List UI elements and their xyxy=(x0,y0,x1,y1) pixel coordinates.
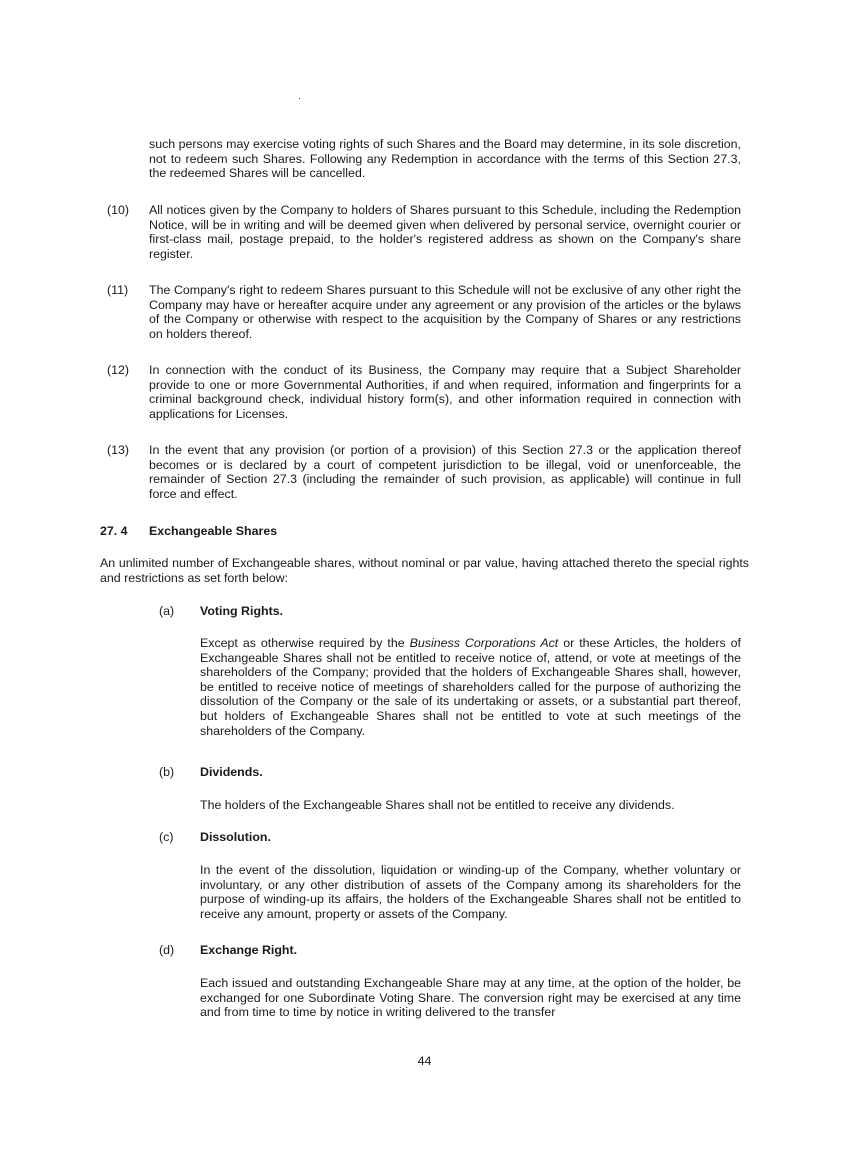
subsection-letter: (d) xyxy=(159,943,175,957)
section-intro: An unlimited number of Exchangeable shares, without nominal or par value, having attached thereto the special rights and restrictions as set forth below: xyxy=(100,556,749,585)
section-heading xyxy=(100,524,277,539)
subsection-text: Each issued and outstanding Exchangeable Share may at any time, at the option of the holder, be exchanged for one Subordinate Voting Share. The conversion right may be exercised at any time and from time to time by notice in writing delivered to the transfer xyxy=(200,976,741,1020)
item-text: All notices given by the Company to holders of Shares pursuant to this Schedule, including the Redemption Notice, will be in writing and will be deemed given when delivered by personal service, overnight courier or first-class mail, postage prepaid, to the holder's registered address as shown on the Company's share register. xyxy=(149,203,741,261)
subsection-text: Except as otherwise required by the Business Corporations Act or these Articles, the holders of Exchangeable Shares shall not be entitled to receive notice of, attend, or vote at meetings of the shareholders of the Company; provided that the holders of Exchangeable Shares shall, however, be entitled to receive notice of meetings of shareholders called for the purpose of authorizing the dissolution of the Company or the sale of its undertaking or assets, or a substantial part thereof, but holders of Exchangeable Shares shall not be entitled to vote at such meetings of the shareholders of the Company. xyxy=(200,636,741,738)
list-item-11 xyxy=(107,283,741,341)
item-text: In connection with the conduct of its Business, the Company may require that a Subject Shareholder provide to one or more Governmental Authorities, if and when required, information and fingerprints for a criminal background check, individual history form(s), and other information required in connection with applications for Licenses. xyxy=(149,363,741,421)
item-number: (13) xyxy=(107,443,130,457)
subsection-letter: (a) xyxy=(159,604,175,618)
subsection-text: The holders of the Exchangeable Shares shall not be entitled to receive any dividends. xyxy=(200,798,675,812)
subsection-heading: Dissolution. xyxy=(200,830,271,844)
continuation-paragraph: such persons may exercise voting rights of such Shares and the Board may determine, in its sole discretion, not to redeem such Shares. Following any Redemption in accordance with the terms of this Section 27.3, the redeemed Shares will be cancelled. xyxy=(149,137,741,181)
subsection-text: In the event of the dissolution, liquidation or winding-up of the Company, whether voluntary or involuntary, or any other distribution of assets of the Company among its shareholders for the purpose of winding-up its affairs, the holders of the Exchangeable Shares shall not be entitled to receive any amount, property or assets of the Company. xyxy=(200,863,741,921)
list-item-10 xyxy=(107,203,741,261)
page-number: 44 xyxy=(417,1054,432,1068)
item-text: The Company's right to redeem Shares pursuant to this Schedule will not be exclusive of any other right the Company may have or hereafter acquire under any agreement or any provision of the articles or the bylaws of the Company or otherwise with respect to the acquisition by the Company of Shares or any restrictions on holders thereof. xyxy=(149,283,741,341)
section-number: 27. 4 xyxy=(100,524,128,538)
item-number: (11) xyxy=(107,283,129,297)
subsection-heading: Dividends. xyxy=(200,765,263,779)
item-number: (10) xyxy=(107,203,130,217)
subsection-heading: Exchange Right. xyxy=(200,943,298,957)
item-text: In the event that any provision (or portion of a provision) of this Section 27.3 or the application thereof becomes or is declared by a court of competent jurisdiction to be illegal, void or unenforceable, the remainder of Section 27.3 (including the remainder of such provision, as applicable) will continue in full force and effect. xyxy=(149,443,741,501)
item-number: (12) xyxy=(107,363,130,377)
subsection-letter: (c) xyxy=(159,830,174,844)
section-title: Exchangeable Shares xyxy=(149,524,278,538)
list-item-13 xyxy=(107,443,741,501)
subsection-letter: (b) xyxy=(159,765,175,779)
list-item-12 xyxy=(107,363,741,421)
subsection-heading: Voting Rights. xyxy=(200,604,284,618)
stray-mark xyxy=(299,98,300,99)
